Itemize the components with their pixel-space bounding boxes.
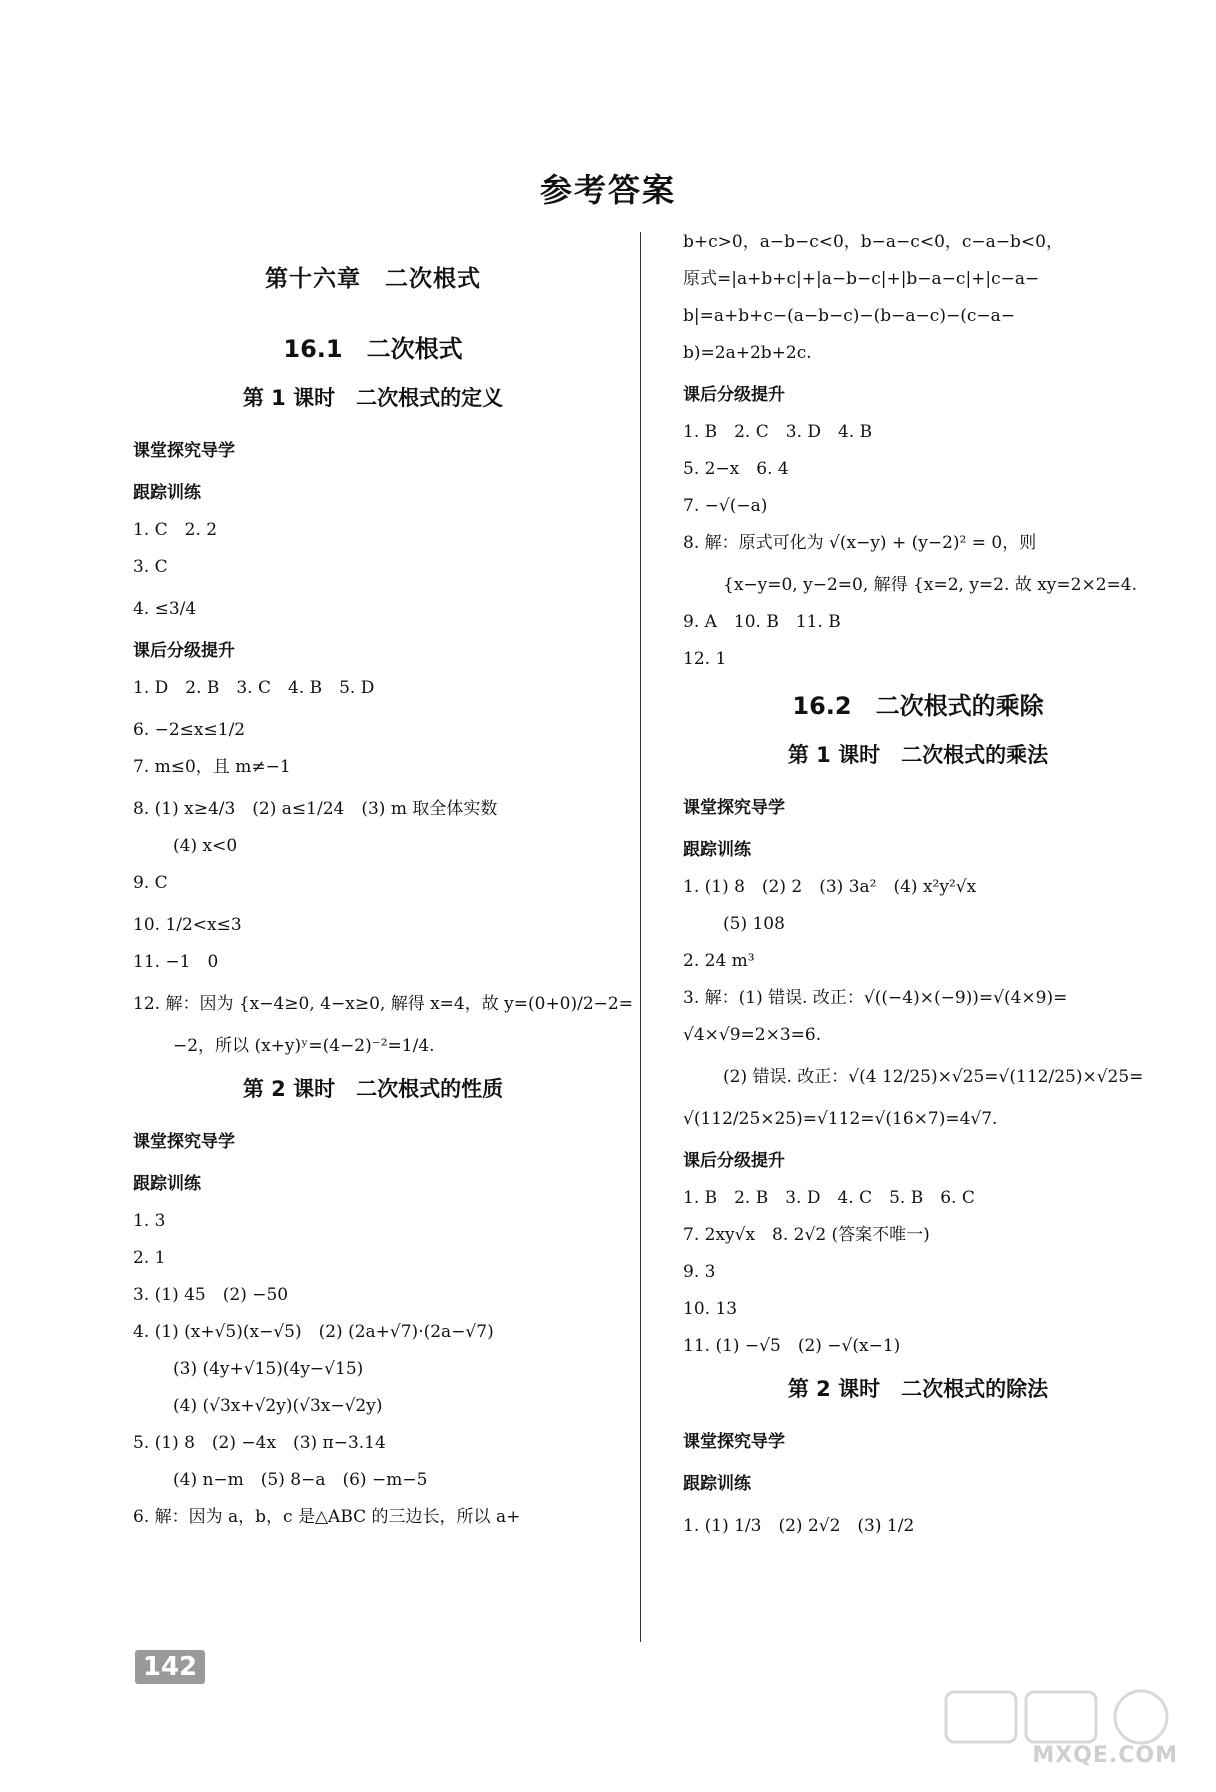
lesson-title: 第 1 课时 二次根式的定义: [242, 386, 504, 410]
section-title: 16.2 二次根式的乘除: [792, 692, 1044, 720]
answer-line: 1. (1) 8 (2) 2 (3) 3a² (4) x²y²√x: [683, 877, 977, 897]
answer-line: {x−y=0, y−2=0, 解得 {x=2, y=2. 故 xy=2×2=4.: [723, 575, 1137, 595]
answer-line: 2. 1: [133, 1248, 166, 1268]
answer-line: 1. C 2. 2: [133, 520, 218, 540]
answer-line: (4) (√3x+√2y)(√3x−√2y): [173, 1396, 383, 1416]
chapter-title: 第十六章 二次根式: [265, 266, 481, 292]
answer-line: 7. −√(−a): [683, 496, 768, 516]
answer-line: 9. C: [133, 873, 168, 893]
answer-line: (2) 错误. 改正：√(4 12/25)×√25=√(112/25)×√25=: [723, 1067, 1144, 1087]
subsection-heading: 课堂探究导学: [133, 441, 235, 461]
answer-line: √(112/25×25)=√112=√(16×7)=4√7.: [683, 1109, 998, 1129]
answer-line: 1. D 2. B 3. C 4. B 5. D: [133, 678, 375, 698]
answer-line: 原式=|a+b+c|+|a−b−c|+|b−a−c|+|c−a−: [683, 269, 1040, 289]
answer-line: 3. (1) 45 (2) −50: [133, 1285, 289, 1305]
answer-line: 3. C: [133, 557, 168, 577]
subsection-heading: 跟踪训练: [133, 1174, 201, 1194]
answer-line: 11. −1 0: [133, 952, 219, 972]
subsection-heading: 课堂探究导学: [683, 1432, 785, 1452]
answer-line: (3) (4y+√15)(4y−√15): [173, 1359, 364, 1379]
answer-line: 7. m≤0，且 m≠−1: [133, 757, 291, 777]
answer-line: 10. 1/2<x≤3: [133, 915, 242, 935]
answer-line: b+c>0，a−b−c<0，b−a−c<0，c−a−b<0，: [683, 232, 1063, 252]
answer-line: 2. 24 m³: [683, 951, 755, 971]
subsection-heading: 课堂探究导学: [683, 798, 785, 818]
answer-line: 6. −2≤x≤1/2: [133, 720, 246, 740]
answer-line: 5. (1) 8 (2) −4x (3) π−3.14: [133, 1433, 386, 1453]
answer-line: 11. (1) −√5 (2) −√(x−1): [683, 1336, 901, 1356]
subsection-heading: 课后分级提升: [133, 641, 235, 661]
answer-line: 12. 1: [683, 649, 727, 669]
watermark: [936, 1684, 1196, 1774]
answer-line: 1. 3: [133, 1211, 166, 1231]
answer-line: (4) x<0: [173, 836, 238, 856]
answer-line: √4×√9=2×3=6.: [683, 1025, 822, 1045]
answer-line: (5) 108: [723, 914, 785, 934]
watermark-text: MXQE.COM: [1032, 1743, 1178, 1768]
answer-line: 8. (1) x≥4/3 (2) a≤1/24 (3) m 取全体实数: [133, 799, 498, 819]
subsection-heading: 跟踪训练: [133, 483, 201, 503]
answer-line: 9. A 10. B 11. B: [683, 612, 841, 632]
answer-line: 12. 解：因为 {x−4≥0, 4−x≥0, 解得 x=4，故 y=(0+0)/2−2=: [133, 994, 633, 1014]
answer-line: 9. 3: [683, 1262, 716, 1282]
lesson-title: 第 2 课时 二次根式的除法: [787, 1377, 1049, 1401]
answer-line: −2，所以 (x+y)ʸ=(4−2)⁻²=1/4.: [173, 1036, 435, 1056]
answer-line: 1. (1) 1/3 (2) 2√2 (3) 1/2: [683, 1516, 915, 1536]
lesson-title: 第 1 课时 二次根式的乘法: [787, 743, 1049, 767]
page-title: 参考答案: [539, 171, 676, 209]
answer-line: 1. B 2. B 3. D 4. C 5. B 6. C: [683, 1188, 975, 1208]
right-column: [683, 232, 1153, 1553]
page-number: 142: [135, 1650, 205, 1684]
answer-line: 1. B 2. C 3. D 4. B: [683, 422, 873, 442]
answer-line: 4. ≤3/4: [133, 599, 197, 619]
subsection-heading: 跟踪训练: [683, 1474, 751, 1494]
answer-line: b|=a+b+c−(a−b−c)−(b−a−c)−(c−a−: [683, 306, 1015, 326]
subsection-heading: 跟踪训练: [683, 840, 751, 860]
column-divider: [640, 232, 641, 1642]
section-title: 16.1 二次根式: [283, 335, 463, 363]
subsection-heading: 课后分级提升: [683, 1151, 785, 1171]
answer-line: 10. 13: [683, 1299, 738, 1319]
answer-line: 8. 解：原式可化为 √(x−y) + (y−2)² = 0，则: [683, 533, 1037, 553]
answer-line: 5. 2−x 6. 4: [683, 459, 789, 479]
left-column: [133, 240, 633, 1544]
answer-line: 3. 解：(1) 错误. 改正：√((−4)×(−9))=√(4×9)=: [683, 988, 1068, 1008]
answer-line: 6. 解：因为 a，b，c 是△ABC 的三边长，所以 a+: [133, 1507, 521, 1527]
subsection-heading: 课堂探究导学: [133, 1132, 235, 1152]
answer-line: (4) n−m (5) 8−a (6) −m−5: [173, 1470, 428, 1490]
answer-line: 4. (1) (x+√5)(x−√5) (2) (2a+√7)·(2a−√7): [133, 1322, 494, 1342]
answer-line: b)=2a+2b+2c.: [683, 343, 812, 363]
subsection-heading: 课后分级提升: [683, 385, 785, 405]
answer-line: 7. 2xy√x 8. 2√2 (答案不唯一): [683, 1225, 930, 1245]
lesson-title: 第 2 课时 二次根式的性质: [242, 1077, 504, 1101]
